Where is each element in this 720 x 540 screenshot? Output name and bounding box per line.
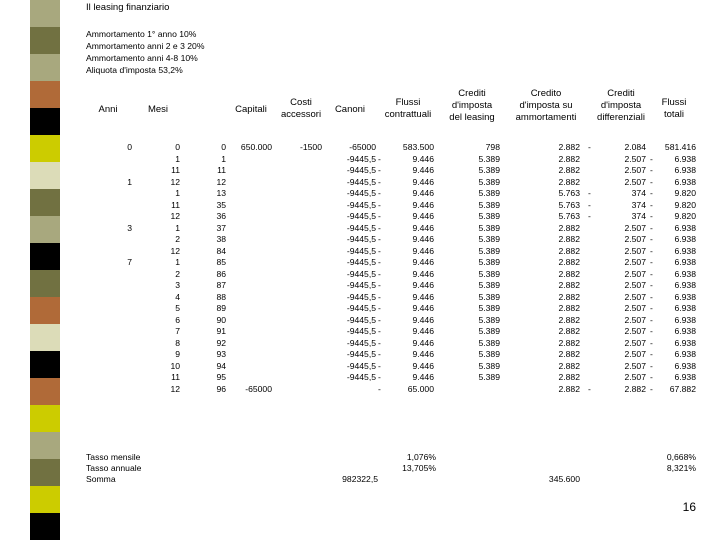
summary-label: Tasso mensile [86,452,141,462]
cell-credito-ammortamenti: 2.882 [558,280,580,290]
cell-costi-accessori: -1500 [300,142,322,152]
cell-flussi-contrattuali: 9.446 [412,326,434,336]
cell-mese-progressivo: 13 [216,188,226,198]
cell-sign: - [378,257,381,267]
cell-sign: - [650,165,653,175]
stripe-segment [30,297,60,324]
header-line: del leasing [449,112,495,123]
cell-mese-progressivo: 35 [216,199,226,210]
header-line: Credito [530,88,562,99]
cell-mese: 12 [170,176,180,187]
cell-crediti-leasing: 5.389 [478,337,500,348]
cell-mese-progressivo: 89 [216,303,226,313]
cell-crediti-leasing: 798 [485,142,500,152]
cell-sign: - [378,337,381,348]
cell-crediti-leasing: 5.389 [478,372,500,382]
cell-sign: - [378,314,381,325]
cell-sign: - [378,280,381,290]
cell-sign: - [650,268,653,279]
cell-sign: - [650,211,653,221]
cell-sign: - [650,176,653,187]
cell-canoni: -9445,5 [346,349,376,359]
cell-flussi-contrattuali: 9.446 [412,268,434,279]
cell-credito-ammortamenti: 2.882 [558,222,580,233]
stripe-segment [30,216,60,243]
cell-canoni: -9445,5 [346,280,376,290]
cell-crediti-differenziali: 374 [631,211,646,221]
cell-sign: - [650,326,653,336]
cell-credito-ammortamenti: 2.882 [558,257,580,267]
cell-crediti-leasing: 5.389 [478,303,500,313]
cell-flussi-contrattuali: 9.446 [412,257,434,267]
stripe-segment [30,351,60,378]
cell-flussi-totali: 6.938 [674,268,696,279]
cell-mese: 10 [170,360,180,371]
cell-mese: 1 [175,153,180,164]
cell-flussi-contrattuali: 9.446 [412,222,434,233]
cell-credito-ammortamenti: 5.763 [558,188,580,198]
stripe-segment [30,108,60,135]
cell-credito-ammortamenti: 5.763 [558,211,580,221]
page-number: 16 [682,500,696,514]
cell-credito-ammortamenti: 2.882 [558,142,580,152]
cell-canoni: -9445,5 [346,268,376,279]
cell-sign: - [650,280,653,290]
cell-flussi-contrattuali: 9.446 [412,360,434,371]
cell-crediti-differenziali: 2.507 [624,153,646,164]
cell-sign: - [650,383,653,394]
cell-canoni: -9445,5 [346,176,376,187]
stripe-segment [30,432,60,459]
cell-canoni: -9445,5 [346,314,376,325]
header-flussi-contrattuali [376,97,440,121]
cell-mese: 9 [175,349,180,359]
cell-flussi-totali: 9.820 [674,199,696,210]
cell-mese: 1 [175,188,180,198]
cell-sign: - [378,222,381,233]
cell-mese-progressivo: 1 [221,153,226,164]
cell-anni: 1 [127,176,132,187]
header-line: accessori [280,109,322,120]
summary-totali: 8,321% [666,463,696,473]
cell-flussi-contrattuali: 9.446 [412,303,434,313]
cell-flussi-totali: 6.938 [674,257,696,267]
cell-sign: - [378,303,381,313]
cell-sign: - [650,360,653,371]
cell-crediti-leasing: 5.389 [478,165,500,175]
cell-mese: 7 [175,326,180,336]
header-line: d'imposta su [519,100,573,111]
cell-mese-progressivo: 86 [216,268,226,279]
cell-crediti-differenziali: 374 [631,188,646,198]
cell-crediti-leasing: 5.389 [478,211,500,221]
cell-crediti-differenziali: 2.507 [624,337,646,348]
cell-canoni: -9445,5 [346,291,376,302]
param-line: Ammortamento anni 2 e 3 20% [86,41,205,51]
cell-mese-progressivo: 91 [216,326,226,336]
stripe-segment [30,54,60,81]
cell-mese-progressivo: 11 [217,165,226,175]
cell-canoni: -9445,5 [346,372,376,382]
header-mesi: Mesi [147,104,169,115]
header-flussi-totali [652,97,696,121]
header-line: differenziali [597,112,645,123]
cell-sign: - [650,245,653,256]
cell-sign: - [378,234,381,244]
cell-flussi-totali: 6.938 [674,234,696,244]
cell-sign: - [378,326,381,336]
cell-flussi-contrattuali: 9.446 [412,234,434,244]
stripe-segment [30,162,60,189]
cell-flussi-contrattuali: 9.446 [412,199,434,210]
summary-label: Tasso annuale [86,463,142,473]
cell-crediti-differenziali: 2.507 [624,280,646,290]
cell-crediti-leasing: 5.389 [478,257,500,267]
cell-canoni: -9445,5 [346,326,376,336]
cell-crediti-differenziali: 2.084 [624,142,646,152]
cell-mese: 3 [175,280,180,290]
summary-canoni: 982322,5 [342,474,378,484]
cell-sign: - [650,303,653,313]
cell-sign: - [588,199,591,210]
cell-mese: 12 [170,211,180,221]
cell-flussi-contrattuali: 9.446 [412,188,434,198]
cell-sign: - [650,314,653,325]
cell-flussi-totali: 6.938 [674,245,696,256]
stripe-segment [30,243,60,270]
cell-sign: - [378,176,381,187]
cell-sign: - [378,268,381,279]
header-line: ammortamenti [515,112,577,123]
cell-canoni: -9445,5 [346,199,376,210]
header-costi-accessori [276,97,326,121]
cell-mese: 4 [175,291,180,302]
cell-mese: 0 [175,142,180,152]
cell-flussi-totali: 6.938 [674,303,696,313]
summary-flussi: 13,705% [402,463,436,473]
cell-flussi-totali: 6.938 [674,326,696,336]
stripe-segment [30,0,60,27]
cell-flussi-contrattuali: 9.446 [412,245,434,256]
cell-sign: - [378,372,381,382]
cell-flussi-contrattuali: 9.446 [412,165,434,175]
cell-credito-ammortamenti: 2.882 [558,314,580,325]
cell-mese-progressivo: 90 [216,314,226,325]
cell-crediti-leasing: 5.389 [478,199,500,210]
cell-crediti-differenziali: 2.507 [624,372,646,382]
cell-crediti-differenziali: 2.507 [624,165,646,175]
cell-credito-ammortamenti: 2.882 [558,303,580,313]
cell-canoni: -9445,5 [346,257,376,267]
param-line: Aliquota d'imposta 53,2% [86,65,183,75]
cell-canoni: -9445,5 [346,303,376,313]
cell-flussi-totali: 6.938 [674,165,696,175]
cell-sign: - [650,349,653,359]
stripe-segment [30,459,60,486]
cell-credito-ammortamenti: 2.882 [558,153,580,164]
cell-crediti-leasing: 5.389 [478,291,500,302]
header-line: Crediti [607,88,635,99]
cell-mese: 8 [175,337,180,348]
header-canoni: Canoni [334,104,366,115]
cell-mese-progressivo: 84 [216,245,226,256]
cell-mese: 11 [171,199,180,210]
cell-mese-progressivo: 87 [216,280,226,290]
cell-mese: 6 [175,314,180,325]
cell-mese: 12 [170,245,180,256]
cell-mese: 5 [175,303,180,313]
cell-canoni: -9445,5 [346,245,376,256]
cell-flussi-totali: 6.938 [674,360,696,371]
cell-mese-progressivo: 36 [216,211,226,221]
cell-mese: 2 [175,234,180,244]
cell-credito-ammortamenti: 2.882 [558,245,580,256]
cell-sign: - [650,199,653,210]
cell-sign: - [650,372,653,382]
cell-mese-progressivo: 94 [216,360,226,371]
cell-crediti-differenziali: 2.507 [624,349,646,359]
cell-sign: - [378,153,381,164]
cell-sign: - [650,337,653,348]
cell-credito-ammortamenti: 2.882 [558,176,580,187]
param-line: Ammortamento anni 4-8 10% [86,53,198,63]
cell-flussi-contrattuali: 9.446 [412,176,434,187]
cell-sign: - [378,211,381,221]
cell-credito-ammortamenti: 2.882 [558,234,580,244]
cell-canoni: -9445,5 [346,211,376,221]
cell-sign: - [378,165,381,175]
cell-sign: - [378,245,381,256]
cell-sign: - [650,291,653,302]
stripe-segment [30,81,60,108]
cell-flussi-totali: 581.416 [664,142,696,152]
cell-canoni: -9445,5 [346,234,376,244]
cell-crediti-differenziali: 2.507 [624,257,646,267]
header-line: Flussi [395,97,421,108]
cell-mese-progressivo: 96 [216,383,226,394]
header-crediti-differenziali [586,88,656,124]
cell-credito-ammortamenti: 2.882 [558,383,580,394]
cell-canoni: -9445,5 [346,188,376,198]
summary-flussi: 1,076% [406,452,436,462]
cell-capitali: 650.000 [240,142,272,152]
stripe-segment [30,27,60,54]
cell-canoni: -9445,5 [346,153,376,164]
cell-sign: - [378,360,381,371]
decorative-color-stripe [0,0,60,540]
header-line: d'imposta [600,100,642,111]
cell-crediti-differenziali: 2.507 [624,314,646,325]
cell-crediti-differenziali: 2.507 [624,245,646,256]
stripe-segment [30,189,60,216]
cell-flussi-contrattuali: 9.446 [412,291,434,302]
summary-totali: 0,668% [666,452,696,462]
cell-crediti-leasing: 5.389 [478,280,500,290]
header-line: Crediti [458,88,486,99]
summary-label: Somma [86,474,116,484]
header-line: Costi [290,97,312,108]
cell-sign: - [650,257,653,267]
cell-flussi-totali: 67.882 [669,383,696,394]
cell-crediti-leasing: 5.389 [478,268,500,279]
cell-flussi-totali: 6.938 [674,222,696,233]
cell-sign: - [650,222,653,233]
cell-mese: 11 [171,372,180,382]
cell-canoni: -9445,5 [346,165,376,175]
cell-sign: - [588,211,591,221]
cell-flussi-totali: 6.938 [674,291,696,302]
summary-credito: 345.600 [548,474,580,484]
cell-anni: 7 [127,257,132,267]
cell-credito-ammortamenti: 2.882 [558,268,580,279]
cell-crediti-differenziali: 374 [631,199,646,210]
cell-mese-progressivo: 37 [216,222,226,233]
cell-crediti-leasing: 5.389 [478,234,500,244]
cell-mese-progressivo: 92 [216,337,226,348]
cell-mese-progressivo: 88 [216,291,226,302]
cell-credito-ammortamenti: 2.882 [558,372,580,382]
cell-sign: - [378,349,381,359]
cell-flussi-totali: 6.938 [674,349,696,359]
header-line: contrattuali [384,109,432,120]
cell-anni: 3 [127,222,132,233]
cell-credito-ammortamenti: 2.882 [558,326,580,336]
cell-flussi-contrattuali: 9.446 [412,349,434,359]
cell-sign: - [588,383,591,394]
cell-crediti-differenziali: 2.507 [624,268,646,279]
cell-flussi-contrattuali: 9.446 [412,337,434,348]
cell-mese: 12 [170,383,180,394]
header-capitali: Capitali [235,104,267,115]
cell-flussi-totali: 9.820 [674,188,696,198]
cell-sign: - [650,188,653,198]
header-crediti-leasing [440,88,504,124]
cell-flussi-contrattuali: 9.446 [412,153,434,164]
cell-flussi-totali: 6.938 [674,337,696,348]
cell-flussi-contrattuali: 9.446 [412,280,434,290]
param-line: Ammortamento 1° anno 10% [86,29,197,39]
cell-canoni: -9445,5 [346,222,376,233]
cell-crediti-differenziali: 2.882 [624,383,646,394]
cell-crediti-leasing: 5.389 [478,222,500,233]
cell-crediti-leasing: 5.389 [478,314,500,325]
cell-credito-ammortamenti: 5.763 [558,199,580,210]
cell-credito-ammortamenti: 2.882 [558,291,580,302]
cell-flussi-contrattuali: 9.446 [412,211,434,221]
cell-credito-ammortamenti: 2.882 [558,349,580,359]
stripe-segment [30,378,60,405]
cell-crediti-differenziali: 2.507 [624,234,646,244]
cell-mese-progressivo: 85 [216,257,226,267]
cell-credito-ammortamenti: 2.882 [558,165,580,175]
stripe-segment [30,486,60,513]
cell-crediti-differenziali: 2.507 [624,303,646,313]
header-line: Flussi [661,97,687,108]
cell-sign: - [378,291,381,302]
cell-flussi-contrattuali: 9.446 [412,314,434,325]
header-line: totali [663,109,685,120]
cell-sign: - [588,188,591,198]
cell-canoni: -9445,5 [346,360,376,371]
cell-mese: 11 [171,165,180,175]
cell-sign: - [378,188,381,198]
header-line: d'imposta [451,100,493,111]
cell-flussi-totali: 9.820 [674,211,696,221]
cell-crediti-differenziali: 2.507 [624,291,646,302]
cell-flussi-totali: 6.938 [674,153,696,164]
cell-crediti-leasing: 5.389 [478,349,500,359]
page-title: Il leasing finanziario [86,2,170,13]
cell-mese: 2 [175,268,180,279]
cell-mese: 1 [175,222,180,233]
stripe-segment [30,405,60,432]
cell-flussi-contrattuali: 65.000 [407,383,434,394]
cell-flussi-totali: 6.938 [674,314,696,325]
stripe-segment [30,270,60,297]
cell-crediti-differenziali: 2.507 [624,176,646,187]
cell-flussi-totali: 6.938 [674,372,696,382]
cell-mese-progressivo: 12 [216,176,226,187]
header-anni: Anni [98,104,118,115]
stripe-segment [30,513,60,540]
stripe-segment [30,324,60,351]
cell-sign: - [650,234,653,244]
cell-crediti-leasing: 5.389 [478,153,500,164]
cell-crediti-leasing: 5.389 [478,188,500,198]
cell-credito-ammortamenti: 2.882 [558,337,580,348]
cell-flussi-contrattuali: 9.446 [412,372,434,382]
cell-mese: 1 [175,257,180,267]
cell-crediti-leasing: 5.389 [478,245,500,256]
cell-crediti-differenziali: 2.507 [624,222,646,233]
cell-canoni: -9445,5 [346,337,376,348]
cell-crediti-differenziali: 2.507 [624,326,646,336]
cell-crediti-leasing: 5.389 [478,176,500,187]
cell-flussi-contrattuali: 583.500 [402,142,434,152]
cell-mese-progressivo: 0 [221,142,226,152]
cell-flussi-totali: 6.938 [674,280,696,290]
cell-mese-progressivo: 38 [216,234,226,244]
header-credito-ammortamenti [506,88,586,124]
cell-sign: - [378,199,381,210]
cell-crediti-leasing: 5.389 [478,360,500,371]
cell-crediti-leasing: 5.389 [478,326,500,336]
cell-capitali: -65000 [245,383,272,394]
cell-anni: 0 [127,142,132,152]
cell-mese-progressivo: 95 [216,372,226,382]
cell-sign: - [378,383,381,394]
cell-crediti-differenziali: 2.507 [624,360,646,371]
cell-sign: - [588,142,591,152]
cell-sign: - [650,153,653,164]
cell-canoni: -65000 [349,142,376,152]
cell-flussi-totali: 6.938 [674,176,696,187]
cell-credito-ammortamenti: 2.882 [558,360,580,371]
cell-mese-progressivo: 93 [216,349,226,359]
stripe-segment [30,135,60,162]
